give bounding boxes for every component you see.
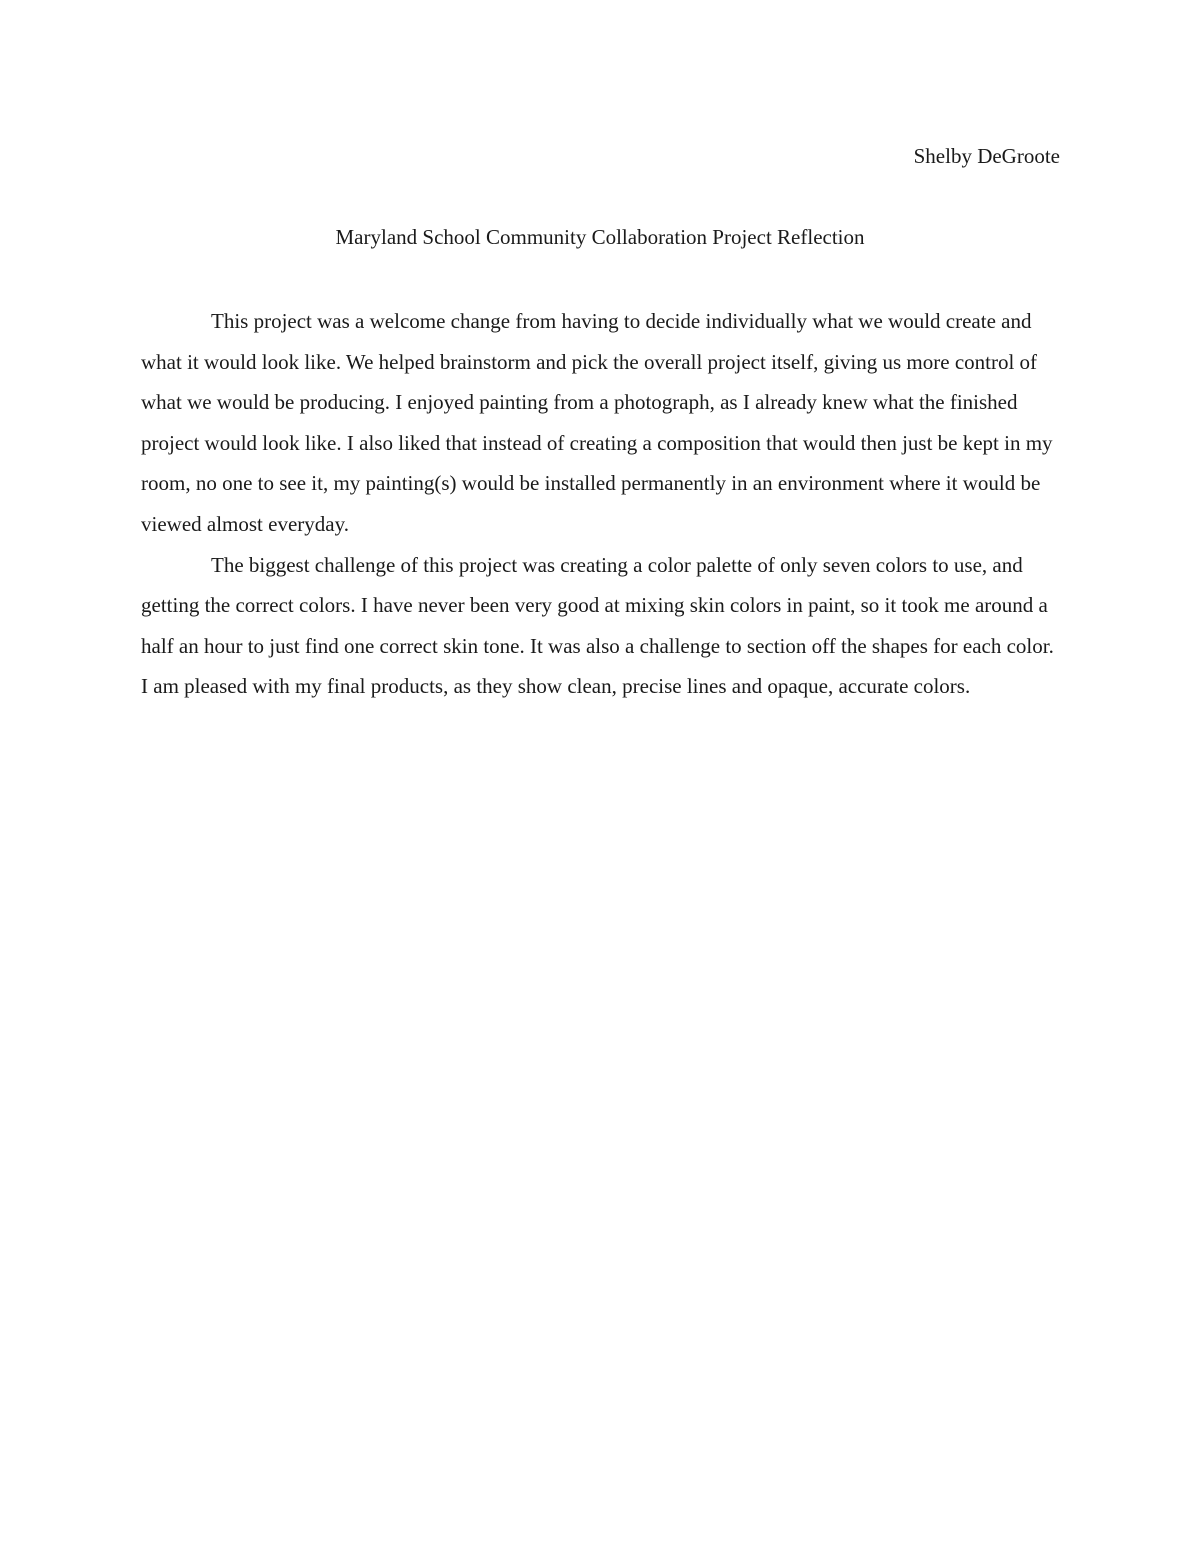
body-paragraph-2: The biggest challenge of this project was creating a color palette of only seven colors to use, and getting the correct colors. I have never been very good at mixing skin colors in paint, so it took me around a half an hour to just find one correct skin tone. It was also a challenge to section off the shapes for each color. I am pleased with my final products, as they show clean, precise lines and opaque, accurate colors.	[141, 552, 1054, 699]
author-name: Shelby DeGroote	[913, 144, 1060, 168]
document-title: Maryland School Community Collaboration Project Reflection	[335, 225, 865, 249]
body-paragraph-1: This project was a welcome change from having to decide individually what we would create and what it would look like. We helped brainstorm and pick the overall project itself, giving us more control of what we would be producing. I enjoyed painting from a photograph, as I already knew what the finished project would look like. I also liked that instead of creating a composition that would then just be kept in my room, no one to see it, my painting(s) would be installed permanently in an environment where it would be viewed almost everyday.	[141, 309, 1053, 536]
document-body	[141, 301, 1059, 707]
